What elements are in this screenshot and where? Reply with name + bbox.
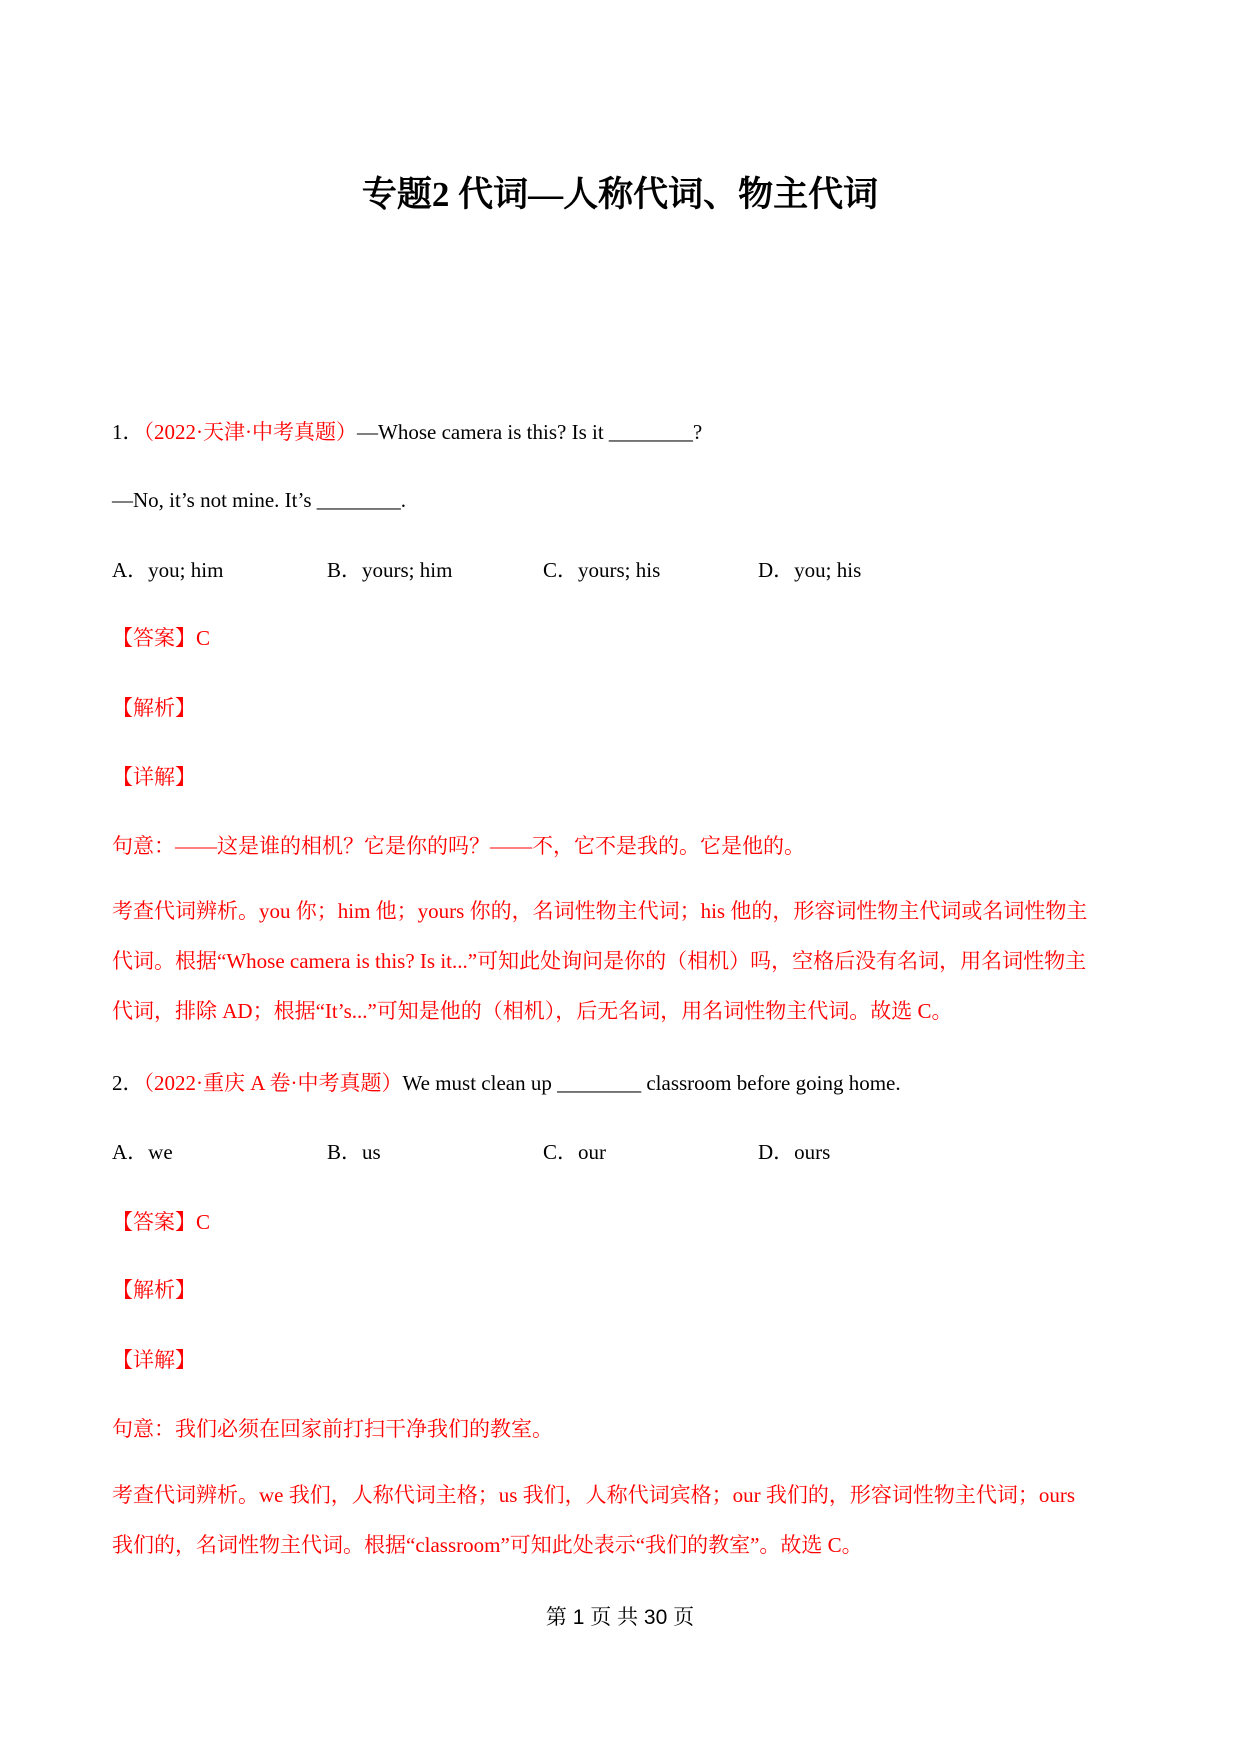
option-a: A．we	[112, 1140, 173, 1164]
analysis-label: 【解析】	[112, 696, 196, 720]
explanation	[112, 886, 1128, 1036]
explanation-line: 代词。根据“Whose camera is this? Is it...”可知此处询问是你的（相机）吗，空格后没有名词，用名词性物主	[112, 949, 1087, 973]
option-c: C．yours; his	[543, 558, 661, 582]
option-a: A．you; him	[112, 558, 224, 582]
explanation-line: 代词，排除 AD；根据“It’s...”可知是他的（相机），后无名词，用名词性物主代词。故选 C。	[112, 999, 953, 1023]
explanation	[112, 1470, 1128, 1570]
detail-label: 【详解】	[112, 765, 196, 789]
answer-label: 【答案】C	[112, 1210, 211, 1234]
question-text: —Whose camera is this? Is it ________?	[357, 420, 703, 444]
analysis-label: 【解析】	[112, 1278, 196, 1302]
detail-label: 【详解】	[112, 1348, 196, 1372]
sentence-meaning: 句意：——这是谁的相机？它是你的吗？——不，它不是我的。它是他的。	[112, 834, 805, 858]
explanation-line: 考查代词辨析。we 我们，人称代词主格；us 我们，人称代词宾格；our 我们的，形容词性物主代词；ours	[112, 1483, 1076, 1507]
explanation-line: 考查代词辨析。you 你；him 他；yours 你的，名词性物主代词；his 他的，形容词性物主代词或名词性物主	[112, 899, 1088, 923]
page-title: 专题2 代词—人称代词、物主代词	[361, 175, 879, 214]
option-d: D．ours	[758, 1140, 831, 1164]
question-number: 2．	[112, 1071, 144, 1095]
question-number: 1．	[112, 420, 144, 444]
sentence-meaning: 句意：我们必须在回家前打扫干净我们的教室。	[112, 1417, 553, 1441]
option-b: B．yours; him	[327, 558, 453, 582]
option-c: C．our	[543, 1140, 606, 1164]
question-source: （2022·重庆 A 卷·中考真题）	[143, 1071, 403, 1095]
question-1-stem	[112, 417, 702, 447]
option-b: B．us	[327, 1140, 381, 1164]
option-d: D．you; his	[758, 558, 862, 582]
question-2-stem	[112, 1068, 901, 1098]
page-indicator: 第 1 页 共 30 页	[545, 1606, 695, 1629]
answer-label: 【答案】C	[112, 626, 211, 650]
question-1-stem-line2: —No, it’s not mine. It’s ________.	[112, 488, 406, 512]
question-source: （2022·天津·中考真题）	[143, 420, 357, 444]
question-text: We must clean up ________ classroom before going home.	[402, 1071, 901, 1095]
explanation-line: 我们的，名词性物主代词。根据“classroom”可知此处表示“我们的教室”。故选 C。	[112, 1533, 863, 1557]
